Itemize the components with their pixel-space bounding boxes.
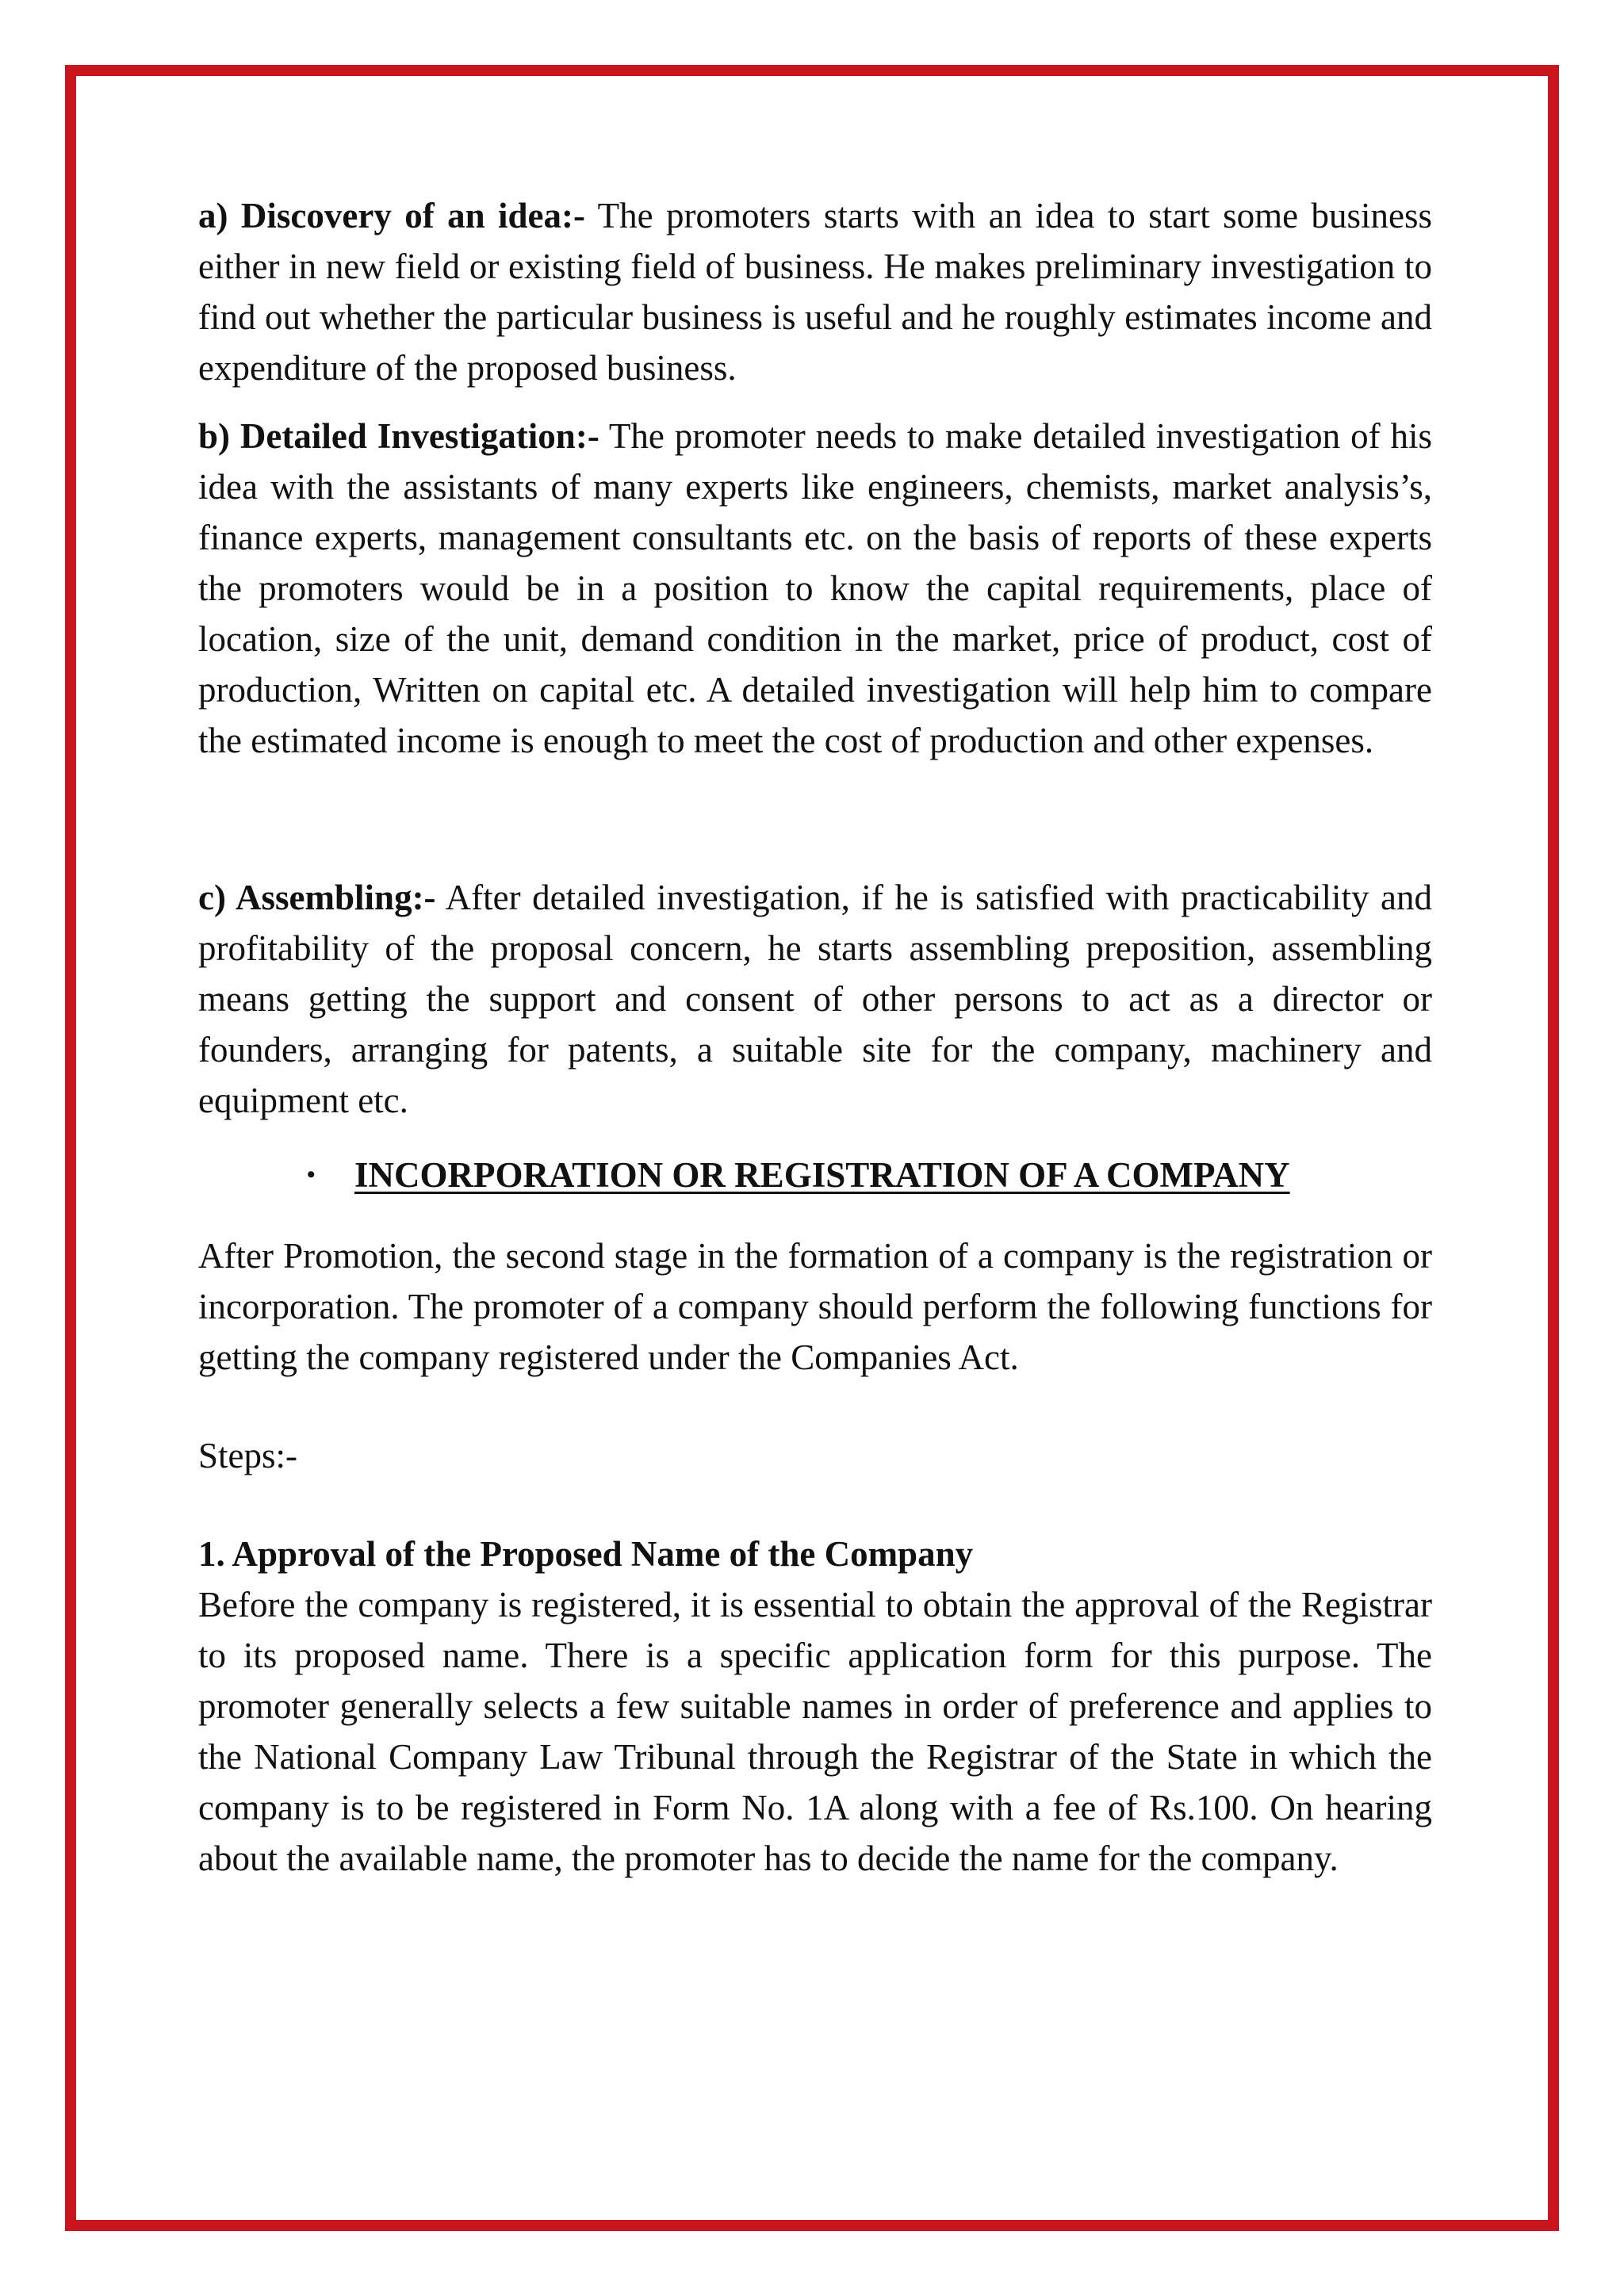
step-1-title: 1. Approval of the Proposed Name of the Company: [198, 1534, 974, 1574]
paragraph-text: The promoters starts with an idea to start some business either in new field or existing field of business. He makes preliminary investigation to find out whether the particular business is useful and he roughly estimates income and expenditure of the proposed business.: [198, 196, 1433, 388]
document-content: [198, 190, 1432, 1884]
paragraph-discovery-of-idea: [198, 190, 1432, 393]
section-heading: [307, 1150, 1432, 1200]
steps-label: Steps:-: [198, 1436, 298, 1475]
paragraph-detailed-investigation: [198, 411, 1432, 766]
paragraph-label: a) Discovery of an idea:-: [198, 196, 586, 235]
paragraph-text: The promoter needs to make detailed investigation of his idea with the assistants of many experts like engineers, chemists, market analysis’s, finance experts, management consultants etc. on the basis of reports of these experts the promoters would be in a position to know the capital requirements, place of location, size of the unit, demand condition in the market, price of product, cost of production, Written on capital etc. A detailed investigation will help him to compare the estimated income is enough to meet the cost of production and other expenses.: [198, 416, 1432, 760]
paragraph-intro: After Promotion, the second stage in the formation of a company is the registration or incorporation. The promoter of a company should perform the following functions for getting the company registered under the Companies Act.: [198, 1236, 1432, 1377]
bullet-icon: •: [307, 1161, 316, 1188]
paragraph-label: c) Assembling:-: [198, 878, 436, 917]
paragraph-assembling: [198, 872, 1432, 1126]
section-heading-text: INCORPORATION OR REGISTRATION OF A COMPANY: [354, 1155, 1290, 1195]
step-1-text: Before the company is registered, it is essential to obtain the approval of the Registrar to its proposed name. There is a specific application form for this purpose. The promoter generally selects a few suitable names in order of preference and applies to the National Company Law Tribunal through the Registrar of the State in which the company is to be registered in Form No. 1A along with a fee of Rs.100. On hearing about the available name, the promoter has to decide the name for the company.: [198, 1585, 1432, 1878]
paragraph-text: After detailed investigation, if he is satisfied with practicability and profitability of the proposal concern, he starts assembling preposition, assembling means getting the support and consent of other persons to act as a director or founders, arranging for patents, a suitable site for the company, machinery and equipment etc.: [198, 878, 1432, 1120]
paragraph-label: b) Detailed Investigation:-: [198, 416, 599, 456]
